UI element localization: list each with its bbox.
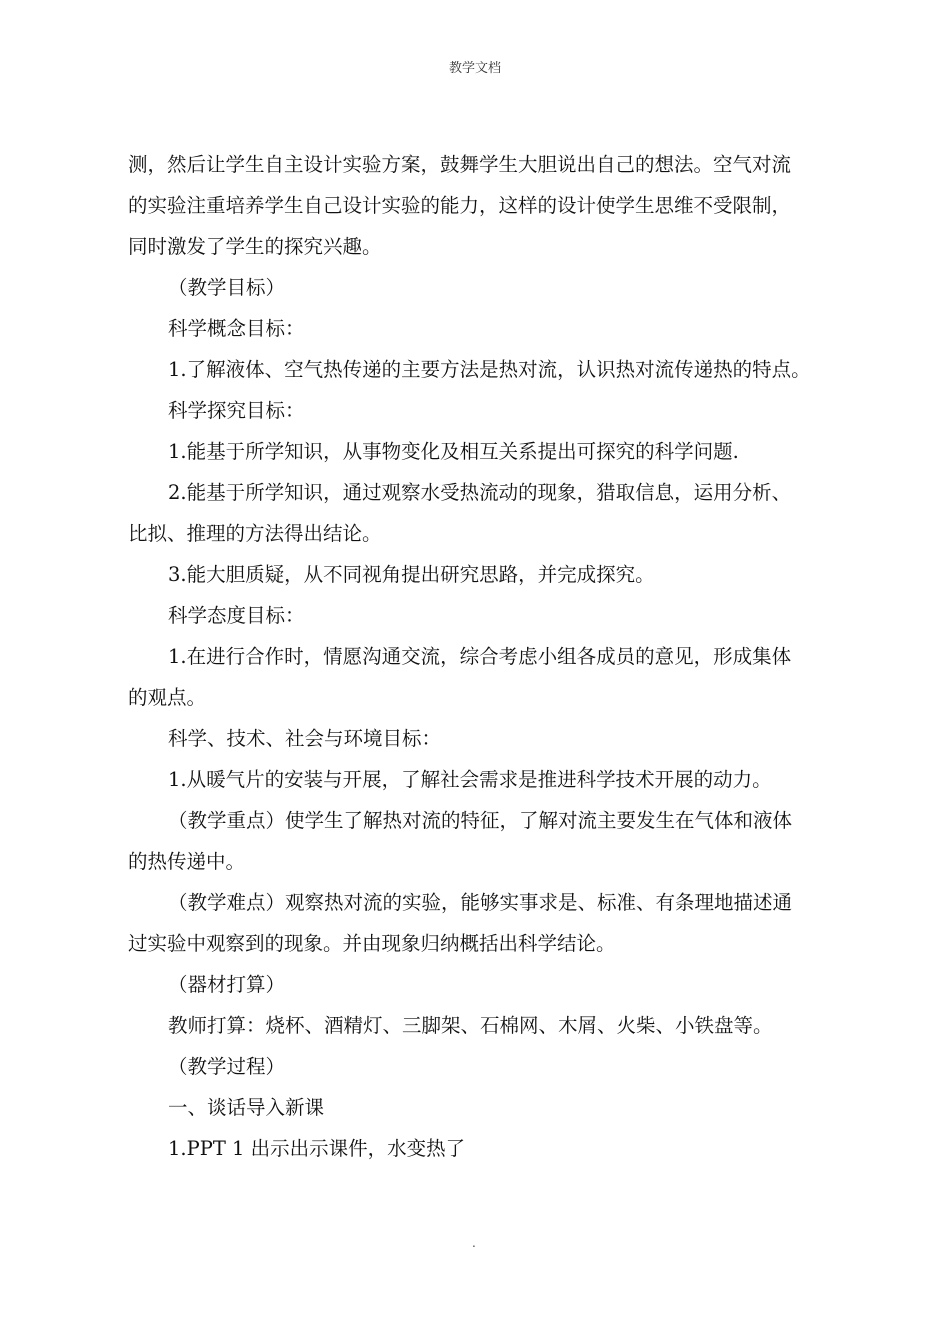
- text-line: （教学过程）: [168, 1055, 286, 1078]
- text-line: 1.能基于所学知识，从事物变化及相互关系提出可探究的科学问题.: [168, 440, 739, 463]
- page-footer-mark: .: [472, 1236, 476, 1250]
- text-line: 的实验注重培养学生自己设计实验的能力，这样的设计使学生思维不受限制，: [128, 194, 792, 217]
- text-line: 同时激发了学生的探究兴趣。: [128, 235, 382, 258]
- document-body: [128, 144, 828, 1169]
- text-line: （教学目标）: [168, 276, 286, 299]
- text-line: 1.从暖气片的安装与开展，了解社会需求是推进科学技术开展的动力。: [168, 768, 772, 791]
- text-line: 3.能大胆质疑，从不同视角提出研究思路，并完成探究。: [168, 563, 655, 586]
- page-header: 教学文档: [448, 61, 501, 76]
- text-line: 测，然后让学生自主设计实验方案，鼓舞学生大胆说出自己的想法。空气对流: [128, 153, 792, 176]
- text-line: 科学概念目标：: [168, 317, 305, 340]
- text-line: 科学态度目标：: [168, 604, 305, 627]
- text-line: 1.了解液体、空气热传递的主要方法是热对流，认识热对流传递热的特点。: [168, 358, 811, 381]
- text-line: （教学难点）观察热对流的实验，能够实事求是、标准、有条理地描述通: [168, 891, 793, 914]
- text-line: 比拟、推理的方法得出结论。: [128, 522, 382, 545]
- text-line: 1.在进行合作时，情愿沟通交流，综合考虑小组各成员的意见，形成集体: [168, 645, 792, 668]
- text-line: 1.PPT 1 出示出示课件，水变热了: [168, 1137, 466, 1160]
- text-line: 科学探究目标：: [168, 399, 305, 422]
- text-line: （教学重点）使学生了解热对流的特征，了解对流主要发生在气体和液体: [168, 809, 793, 832]
- text-line: 2.能基于所学知识，通过观察水受热流动的现象，猎取信息，运用分析、: [168, 481, 792, 504]
- text-line: 教师打算：烧杯、酒精灯、三脚架、石棉网、木屑、火柴、小铁盘等。: [168, 1014, 773, 1037]
- text-line: 科学、技术、社会与环境目标：: [168, 727, 442, 750]
- text-line: （器材打算）: [168, 973, 286, 996]
- text-line: 过实验中观察到的现象。并由现象归纳概括出科学结论。: [128, 932, 616, 955]
- text-line: 的热传递中。: [128, 850, 246, 873]
- text-line: 一、谈话导入新课: [168, 1096, 325, 1119]
- text-line: 的观点。: [128, 686, 207, 709]
